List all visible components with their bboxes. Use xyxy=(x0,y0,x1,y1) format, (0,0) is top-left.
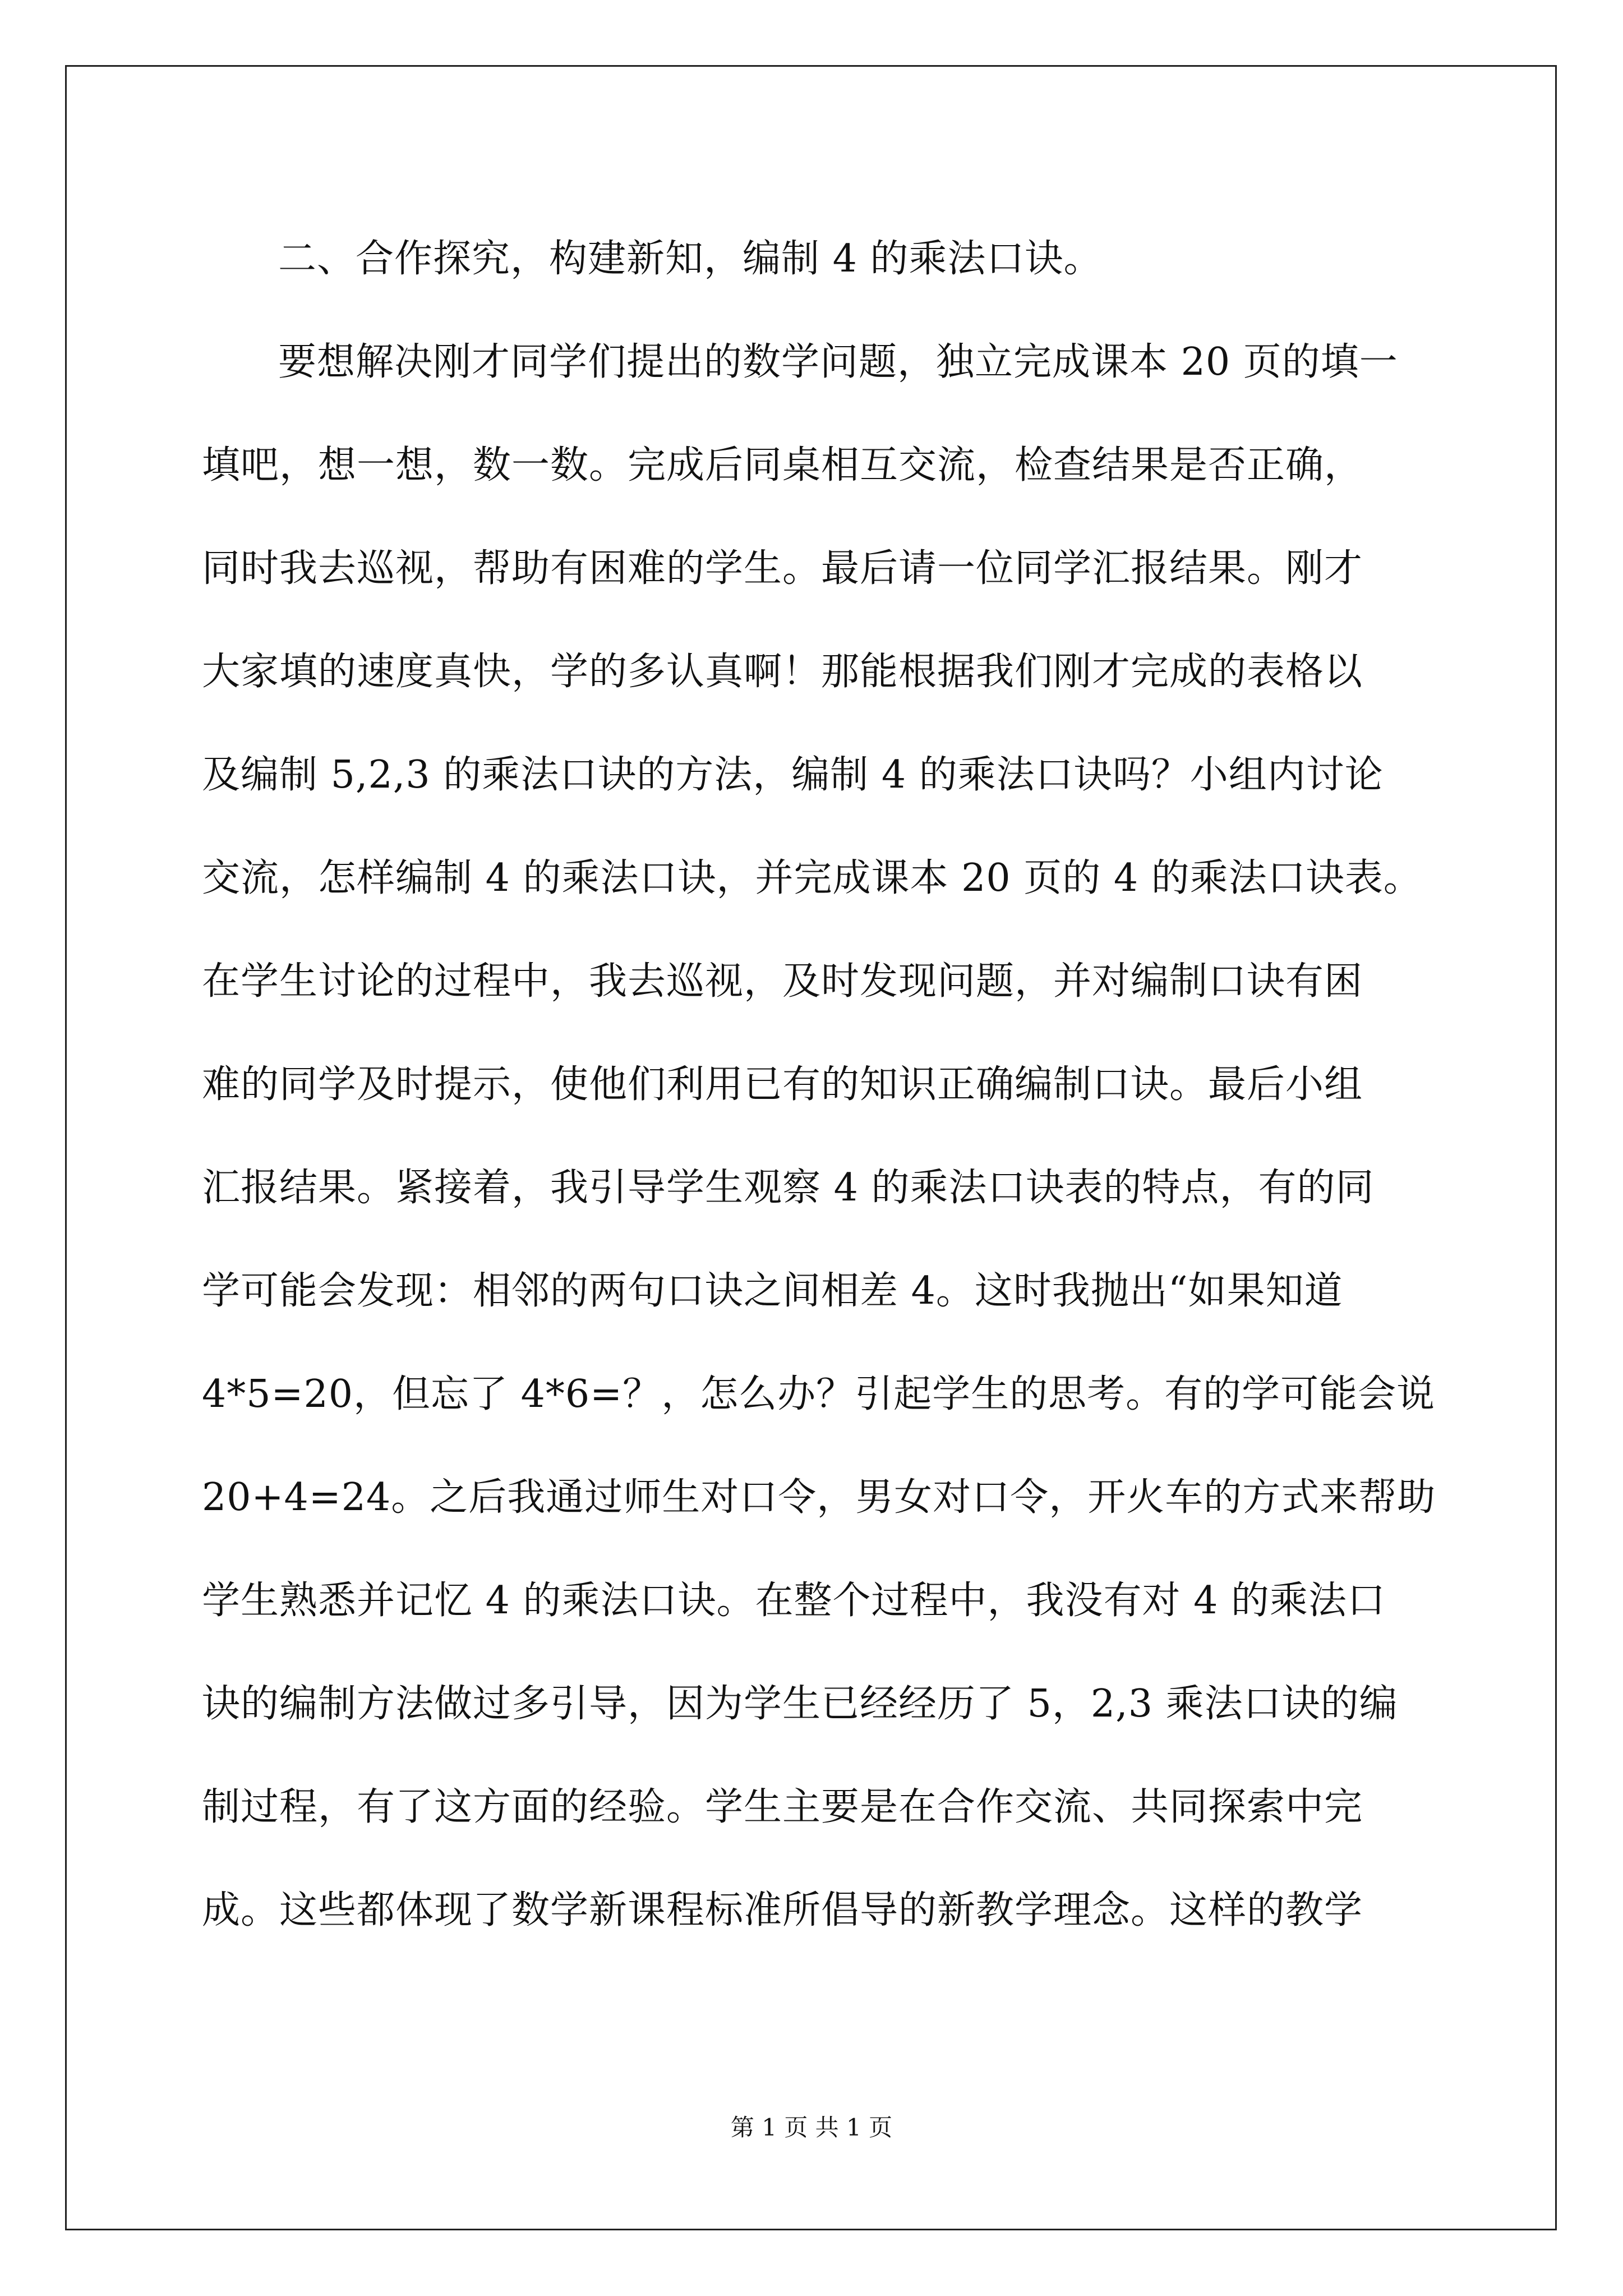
paragraph-line: 填吧，想一想，数一数。完成后同桌相互交流，检查结果是否正确， xyxy=(202,443,1363,487)
paragraph-line: 及编制 5,2,3 的乘法口诀的方法，编制 4 的乘法口诀吗？小组内讨论 xyxy=(202,753,1384,797)
paragraph-line: 交流，怎样编制 4 的乘法口诀，并完成课本 20 页的 4 的乘法口诀表。 xyxy=(202,856,1422,900)
paragraph-line: 要想解决刚才同学们提出的数学问题，独立完成课本 20 页的填一 xyxy=(278,340,1398,384)
page-number-footer: 第 1 页 共 1 页 xyxy=(730,2114,893,2141)
document-body xyxy=(202,208,1436,1962)
paragraph-line: 成。这些都体现了数学新课程标准所倡导的新教学理念。这样的教学 xyxy=(202,1888,1363,1932)
paragraph-line: 在学生讨论的过程中，我去巡视，及时发现问题，并对编制口诀有困 xyxy=(202,959,1363,1004)
paragraph-line: 难的同学及时提示，使他们利用已有的知识正确编制口诀。最后小组 xyxy=(202,1062,1363,1107)
paragraph-line: 学可能会发现：相邻的两句口诀之间相差 4。这时我抛出“如果知道 xyxy=(202,1269,1343,1313)
paragraph-line: 20+4=24。之后我通过师生对口令，男女对口令，开火车的方式来帮助 xyxy=(202,1475,1436,1520)
paragraph-line: 4*5=20，但忘了 4*6=？，怎么办？引起学生的思考。有的学可能会说 xyxy=(202,1372,1436,1416)
paragraph-line: 诀的编制方法做过多引导，因为学生已经经历了 5，2,3 乘法口诀的编 xyxy=(202,1682,1398,1726)
paragraph-line: 制过程，有了这方面的经验。学生主要是在合作交流、共同探索中完 xyxy=(202,1785,1363,1829)
paragraph-line: 汇报结果。紧接着，我引导学生观察 4 的乘法口诀表的特点，有的同 xyxy=(202,1166,1375,1210)
paragraph-line: 学生熟悉并记忆 4 的乘法口诀。在整个过程中，我没有对 4 的乘法口 xyxy=(202,1579,1386,1623)
section-heading: 二、合作探究，构建新知，编制 4 的乘法口诀。 xyxy=(278,237,1103,281)
paragraph-line: 同时我去巡视，帮助有困难的学生。最后请一位同学汇报结果。刚才 xyxy=(202,546,1363,591)
paragraph-line: 大家填的速度真快，学的多认真啊！那能根据我们刚才完成的表格以 xyxy=(202,650,1363,694)
